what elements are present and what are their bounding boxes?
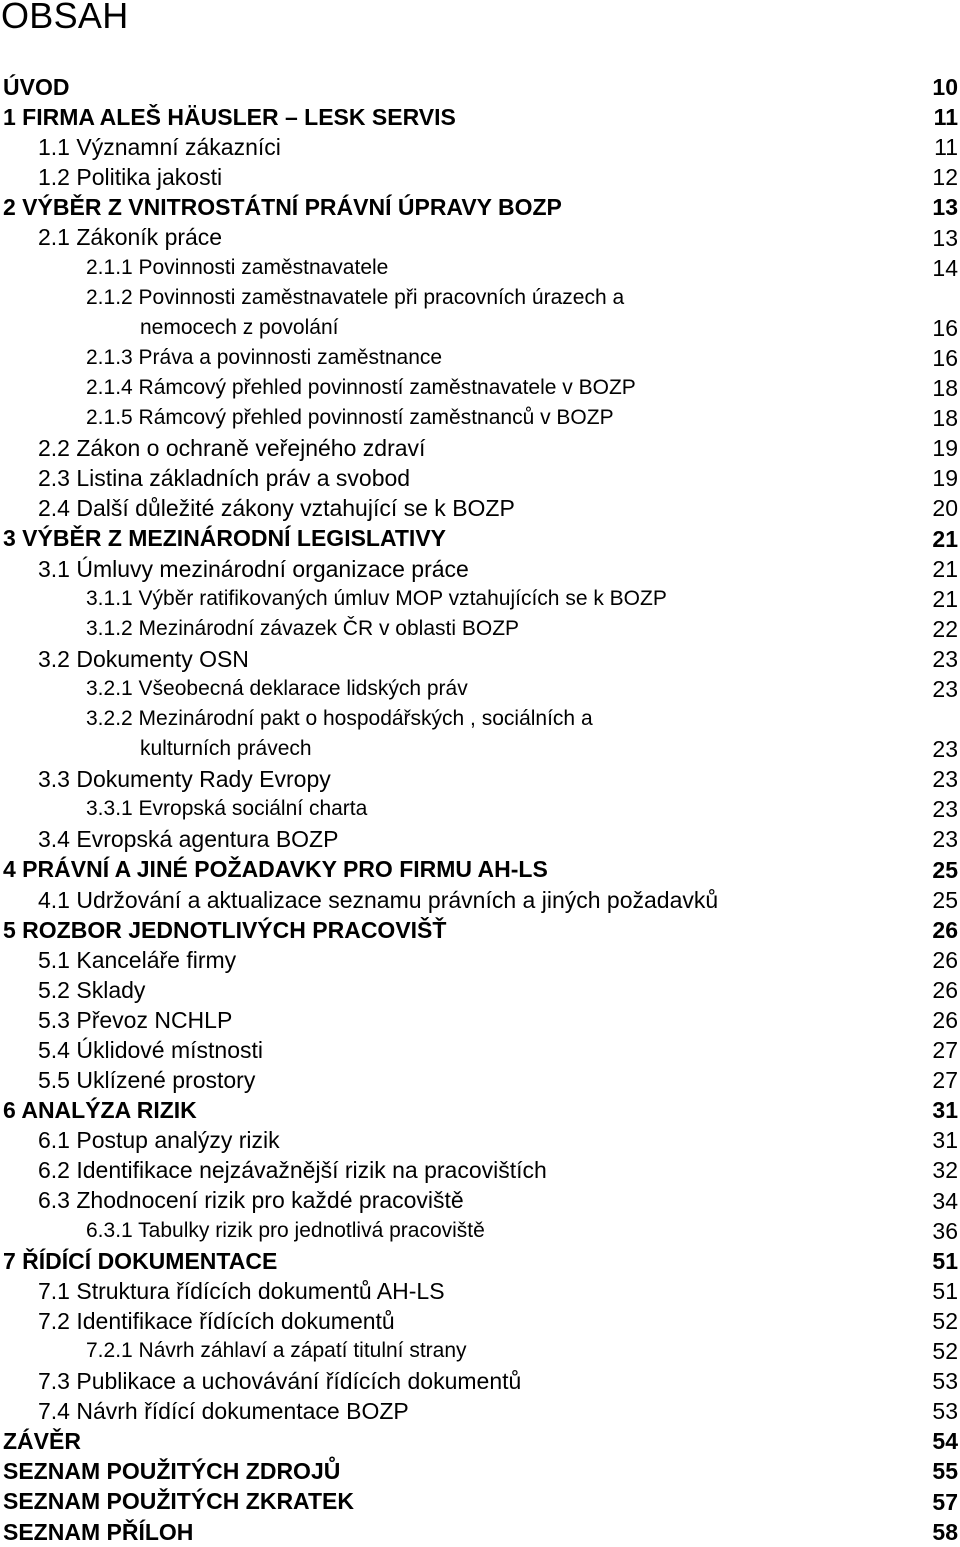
toc-entry-title — [86, 674, 468, 704]
toc-entry-title — [3, 854, 548, 884]
toc-page-number: 51 — [932, 1277, 958, 1304]
toc-entry-title — [3, 192, 562, 222]
toc-page-number: 57 — [932, 1488, 958, 1515]
toc-entry[interactable] — [0, 102, 960, 132]
toc-page-number: 16 — [932, 344, 958, 371]
toc-entry-title-line: 3.3.1 Evropská sociální charta — [86, 797, 368, 821]
toc-entry-title-line: 4 PRÁVNÍ A JINÉ POŽADAVKY PRO FIRMU AH-LS — [3, 856, 548, 883]
toc-entry-title-line: 1 FIRMA ALEŠ HÄUSLER – LESK SERVIS — [3, 104, 456, 131]
toc-entry-title-line: 5.1 Kanceláře firmy — [38, 946, 237, 973]
toc-entry-title-line: 7.2.1 Návrh záhlaví a zápatí titulní strany — [86, 1338, 467, 1362]
toc-entry[interactable] — [0, 1155, 960, 1185]
toc-entry-title — [38, 433, 425, 463]
toc-entry[interactable] — [0, 403, 960, 433]
toc-entry[interactable] — [0, 72, 960, 102]
toc-entry[interactable] — [0, 1005, 960, 1035]
toc-entry-title-line: 3.1 Úmluvy mezinárodní organizace práce — [38, 555, 469, 582]
toc-page-number: 13 — [932, 194, 958, 221]
toc-entry-title — [38, 1155, 547, 1185]
toc-entry[interactable] — [0, 1185, 960, 1215]
toc-page-number: 23 — [932, 766, 958, 793]
toc-page-number: 32 — [932, 1157, 958, 1184]
toc-entry-title-line: SEZNAM POUŽITÝCH ZKRATEK — [3, 1488, 354, 1515]
toc-entry-title-line: 5 ROZBOR JEDNOTLIVÝCH PRACOVIŠŤ — [3, 916, 447, 943]
toc-entry-title-line: 2.2 Zákon o ochraně veřejného zdraví — [38, 435, 426, 462]
toc-entry-title-line: 7.2 Identifikace řídících dokumentů — [38, 1307, 395, 1334]
toc-entry-title — [38, 1065, 255, 1095]
toc-entry-title — [38, 824, 338, 854]
toc-entry-title — [3, 102, 456, 132]
toc-entry-title — [38, 1276, 445, 1306]
toc-entry[interactable] — [0, 1306, 960, 1336]
toc-entry-title-line: 2.1.3 Práva a povinnosti zaměstnance — [86, 345, 443, 369]
toc-entry-title-line: 7 ŘÍDÍCÍ DOKUMENTACE — [3, 1247, 278, 1274]
toc-entry-title — [38, 1396, 409, 1426]
toc-entry[interactable] — [0, 1276, 960, 1306]
toc-entry-title — [3, 1246, 277, 1276]
toc-entry[interactable] — [0, 1336, 960, 1366]
toc-entry-title — [86, 283, 646, 343]
toc-entry[interactable] — [0, 794, 960, 824]
toc-entry[interactable] — [0, 854, 960, 884]
toc-entry-title-line: 6.3 Zhodnocení rizik pro každé pracoviště — [38, 1187, 464, 1214]
toc-entry[interactable] — [0, 584, 960, 614]
toc-entry-title — [86, 343, 442, 373]
toc-entry[interactable] — [0, 373, 960, 403]
toc-entry-title-line: 2.1.4 Rámcový přehled povinností zaměstnavatele v BOZP — [86, 375, 636, 399]
toc-page-number: 23 — [932, 675, 958, 702]
toc-page-number: 51 — [932, 1247, 958, 1274]
toc-entry-title — [3, 72, 69, 102]
toc-entry-title-line: 5.2 Sklady — [38, 976, 146, 1003]
toc-entry[interactable] — [0, 764, 960, 794]
toc-entry[interactable] — [0, 463, 960, 493]
toc-entry-title — [3, 1517, 193, 1547]
toc-entry-title-line: 3.3 Dokumenty Rady Evropy — [38, 766, 331, 793]
toc-page-number: 14 — [932, 254, 958, 281]
toc-page-number: 11 — [933, 104, 958, 131]
toc-entry-title-line: 4.1 Udržování a aktualizace seznamu právních a jiných požadavků — [38, 886, 719, 913]
toc-entry-title — [3, 523, 446, 553]
toc-page-number: 16 — [932, 314, 958, 341]
toc-entry[interactable] — [0, 1065, 960, 1095]
toc-page-number: 26 — [932, 916, 958, 943]
toc-page-number: 31 — [932, 1127, 958, 1154]
toc-entry-title — [86, 403, 614, 433]
toc-page-number: 21 — [932, 555, 958, 582]
toc-page-number: 54 — [932, 1428, 958, 1455]
toc-entry-title-line: 5.5 Uklízené prostory — [38, 1067, 256, 1094]
toc-page-number: 23 — [932, 645, 958, 672]
toc-entry-title-continuation: nemocech z povolání — [140, 315, 339, 339]
toc-entry-title-line: SEZNAM POUŽITÝCH ZDROJŮ — [3, 1458, 341, 1485]
toc-entry-title — [3, 1095, 197, 1125]
toc-entry-title — [38, 222, 222, 252]
page-title: OBSAH — [1, 0, 129, 36]
toc-entry-title-line: 2.1.1 Povinnosti zaměstnavatele — [86, 255, 389, 279]
toc-entry-title-line: 3.1.1 Výběr ratifikovaných úmluv MOP vztahujících se k BOZP — [86, 586, 667, 610]
toc-page-number: 53 — [932, 1368, 958, 1395]
toc-entry-title — [38, 885, 718, 915]
toc-entry-title — [38, 975, 145, 1005]
toc-page-number: 58 — [932, 1518, 958, 1545]
toc-entry[interactable] — [0, 1396, 960, 1426]
toc-page-number: 34 — [932, 1187, 958, 1214]
toc-page-number: 19 — [932, 465, 958, 492]
toc-entry[interactable] — [0, 132, 960, 162]
toc-entry-title-line: 3.2.2 Mezinárodní pakt o hospodářských , sociálních a — [86, 706, 593, 730]
toc-entry-title — [38, 1306, 395, 1336]
toc-entry-title — [38, 1005, 232, 1035]
toc-entry-title-line: 3.4 Evropská agentura BOZP — [38, 826, 339, 853]
toc-entry[interactable] — [0, 1216, 960, 1246]
toc-entry-title — [38, 764, 331, 794]
toc-page-number: 18 — [932, 405, 958, 432]
toc-page-number: 27 — [932, 1067, 958, 1094]
toc-page-number: 20 — [932, 495, 958, 522]
toc-entry-title — [38, 644, 249, 674]
toc-entry-title-line: 6.1 Postup analýzy rizik — [38, 1127, 280, 1154]
toc-entry-title-line: ÚVOD — [3, 74, 70, 100]
toc-entry-title-line: 3.2 Dokumenty OSN — [38, 645, 249, 672]
toc-entry-title-line: 2.4 Další důležité zákony vztahující se k BOZP — [38, 495, 515, 522]
toc-entry-title — [86, 704, 646, 764]
toc-entry[interactable] — [0, 674, 960, 704]
toc-entry-title-line: 6.2 Identifikace nejzávažnější rizik na pracovištích — [38, 1157, 547, 1184]
toc-entry-title — [3, 1486, 354, 1516]
toc-entry[interactable] — [0, 915, 960, 945]
toc-entry[interactable] — [0, 253, 960, 283]
toc-entry-title — [38, 463, 410, 493]
toc-page-number: 23 — [932, 796, 958, 823]
toc-entry-title-continuation: kulturních právech — [140, 736, 312, 760]
toc-entry[interactable] — [0, 614, 960, 644]
toc-page-number: 25 — [932, 886, 958, 913]
toc-entry-title — [86, 794, 367, 824]
toc-entry-title — [86, 253, 388, 283]
toc-entry[interactable] — [0, 945, 960, 975]
toc-entry-title-line: 6 ANALÝZA RIZIK — [3, 1097, 197, 1124]
toc-page-number: 19 — [932, 435, 958, 462]
toc-entry-title-line: 5.4 Úklidové místnosti — [38, 1037, 263, 1063]
toc-entry-title — [38, 1125, 280, 1155]
toc-entry-title-line: 1.1 Významní zákazníci — [38, 134, 281, 161]
toc-page-number: 27 — [932, 1037, 958, 1064]
toc-page-number: 21 — [932, 585, 958, 612]
toc-entry-title — [3, 1456, 340, 1486]
toc-entry-title-line: 7.4 Návrh řídící dokumentace BOZP — [38, 1398, 409, 1425]
toc-entry[interactable] — [0, 1486, 960, 1516]
toc-page-number: 25 — [932, 856, 958, 883]
toc-entry[interactable] — [0, 343, 960, 373]
toc-page-number: 53 — [932, 1398, 958, 1425]
toc-entry-title-line: 1.2 Politika jakosti — [38, 164, 223, 191]
toc-entry-title-line: 2.1.5 Rámcový přehled povinností zaměstnanců v BOZP — [86, 406, 614, 430]
toc-entry[interactable] — [0, 644, 960, 674]
toc-entry-title — [38, 493, 515, 523]
toc-entry-title-line: 2.1 Zákoník práce — [38, 224, 223, 251]
toc-page-number: 23 — [932, 736, 958, 763]
toc-entry-title-line: 5.3 Převoz NCHLP — [38, 1006, 233, 1033]
toc-entry-title-line: 6.3.1 Tabulky rizik pro jednotlivá pracoviště — [86, 1218, 485, 1242]
toc-page-number: 26 — [932, 1007, 958, 1033]
toc-entry[interactable] — [0, 283, 960, 343]
toc-entry[interactable] — [0, 162, 960, 192]
toc-entry[interactable] — [0, 1366, 960, 1396]
toc-entry[interactable] — [0, 1517, 960, 1547]
toc-page-number: 12 — [932, 164, 958, 191]
toc-entry[interactable] — [0, 1426, 960, 1456]
toc-entry-title — [38, 945, 236, 975]
toc-entry-title — [86, 1216, 485, 1246]
table-of-contents — [0, 72, 960, 1547]
toc-entry-title-line: 3 VÝBĚR Z MEZINÁRODNÍ LEGISLATIVY — [3, 525, 446, 552]
toc-page-number: 26 — [932, 946, 958, 973]
toc-entry-title — [38, 132, 281, 162]
toc-page-number: 22 — [932, 615, 958, 642]
toc-page-number: 31 — [932, 1097, 958, 1124]
toc-entry-title-line: 3.2.1 Všeobecná deklarace lidských práv — [86, 676, 468, 700]
toc-page-number: 52 — [932, 1338, 958, 1365]
toc-entry-title-line: 2.1.2 Povinnosti zaměstnavatele při pracovních úrazech a — [86, 285, 625, 309]
toc-entry[interactable] — [0, 222, 960, 252]
toc-entry-title — [38, 162, 222, 192]
toc-entry[interactable] — [0, 1456, 960, 1486]
toc-entry-title — [38, 1035, 263, 1065]
toc-page-number: 11 — [934, 134, 958, 161]
toc-entry-title-line: 7.1 Struktura řídících dokumentů AH-LS — [38, 1277, 445, 1304]
toc-entry[interactable] — [0, 885, 960, 915]
toc-page-number: 26 — [932, 976, 958, 1003]
toc-page-number: 55 — [932, 1458, 958, 1485]
toc-entry-title — [38, 1366, 521, 1396]
toc-entry[interactable] — [0, 975, 960, 1005]
toc-entry-title — [86, 373, 636, 403]
toc-entry[interactable] — [0, 554, 960, 584]
toc-page-number: 18 — [932, 375, 958, 402]
toc-page-number: 21 — [932, 525, 958, 552]
toc-entry[interactable] — [0, 1035, 960, 1065]
toc-entry-title — [3, 1426, 81, 1456]
toc-entry-title-line: 7.3 Publikace a uchovávání řídících dokumentů — [38, 1368, 522, 1395]
toc-entry[interactable] — [0, 704, 960, 764]
toc-page-number: 23 — [932, 826, 958, 853]
toc-entry-title — [86, 1336, 467, 1366]
toc-entry-title-line: 3.1.2 Mezinárodní závazek ČR v oblasti BOZP — [86, 616, 520, 640]
toc-entry-title-line: 2 VÝBĚR Z VNITROSTÁTNÍ PRÁVNÍ ÚPRAVY BOZP — [3, 194, 562, 221]
toc-entry-title — [38, 554, 469, 584]
toc-entry-title-line: SEZNAM PŘÍLOH — [3, 1518, 194, 1545]
toc-entry-title-line: ZÁVĚR — [3, 1428, 81, 1455]
toc-entry[interactable] — [0, 1246, 960, 1276]
toc-entry[interactable] — [0, 192, 960, 222]
toc-entry-title — [86, 614, 519, 644]
toc-entry-title-line: 2.3 Listina základních práv a svobod — [38, 465, 411, 492]
toc-page-number: 10 — [932, 74, 958, 101]
toc-page-number: 52 — [932, 1307, 958, 1334]
toc-page-number: 13 — [932, 224, 958, 251]
toc-entry[interactable] — [0, 824, 960, 854]
toc-entry-title — [38, 1185, 464, 1215]
toc-entry-title — [3, 915, 446, 945]
toc-entry[interactable] — [0, 1095, 960, 1125]
toc-entry[interactable] — [0, 433, 960, 463]
toc-page-number: 36 — [932, 1217, 958, 1244]
toc-entry-title — [86, 584, 667, 614]
toc-entry[interactable] — [0, 1125, 960, 1155]
toc-entry[interactable] — [0, 523, 960, 553]
toc-entry[interactable] — [0, 493, 960, 523]
